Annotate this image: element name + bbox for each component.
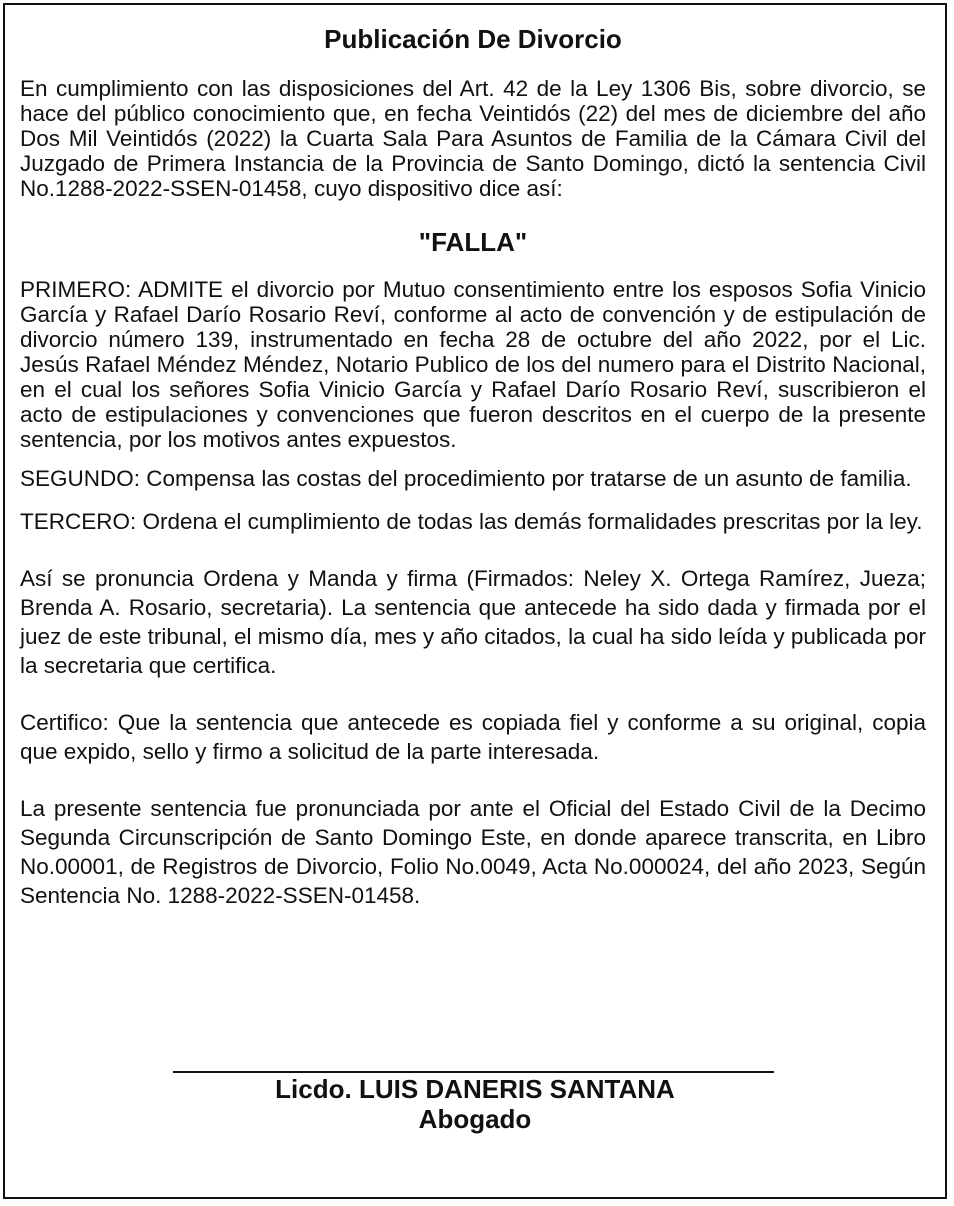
primero-paragraph: PRIMERO: ADMITE el divorcio por Mutuo consentimiento entre los esposos Sofia Vinicio García y Rafael Darío Rosario Reví, conforme al acto de convención y de estipulación de divorcio número 139, instrumentado en fecha 28 de octubre del año 2022, por el Lic. Jesús Rafael Méndez Méndez, Notario Publico de los del numero para el Distrito Nacional, en el cual los señores Sofia Vinicio García y Rafael Darío Rosario Reví, suscribieron el acto de estipulaciones y convenciones que fueron descritos en el cuerpo de la presente sentencia, por los motivos antes expuestos. xyxy=(20,277,926,452)
signature-block xyxy=(0,1074,950,1134)
certifico-paragraph: Certifico: Que la sentencia que antecede es copiada fiel y conforme a su original, copia que expido, sello y firmo a solicitud de la parte interesada. xyxy=(20,710,926,764)
intro-paragraph: En cumplimiento con las disposiciones del Art. 42 de la Ley 1306 Bis, sobre divorcio, se hace del público conocimiento que, en fecha Veintidós (22) del mes de diciembre del año Dos Mil Veintidós (2022) la Cuarta Sala Para Asuntos de Familia de la Cámara Civil del Juzgado de Primera Instancia de la Provincia de Santo Domingo, dictó la sentencia Civil No.1288-2022-SSEN-01458, cuyo dispositivo dice así: xyxy=(20,76,926,201)
pronuncia-paragraph: Así se pronuncia Ordena y Manda y firma (Firmados: Neley X. Ortega Ramírez, Jueza; Brenda A. Rosario, secretaria). La sentencia que antecede ha sido dada y firmada por el juez de este tribunal, el mismo día, mes y año citados, la cual ha sido leída y publicada por la secretaria que certifica. xyxy=(20,566,926,678)
presente-paragraph: La presente sentencia fue pronunciada por ante el Oficial del Estado Civil de la Decimo Segunda Circunscripción de Santo Domingo Este, en donde aparece transcrita, en Libro No.00001, de Registros de Divorcio, Folio No.0049, Acta No.000024, del año 2023, Según Sentencia No. 1288-2022-SSEN-01458. xyxy=(20,796,926,908)
signature-line xyxy=(173,1071,774,1073)
tercero-paragraph: TERCERO: Ordena el cumplimiento de todas las demás formalidades prescritas por la ley. xyxy=(20,509,923,534)
falla-heading: "FALLA" xyxy=(418,227,528,257)
signature-name: Licdo. LUIS DANERIS SANTANA xyxy=(275,1074,675,1104)
segundo-paragraph: SEGUNDO: Compensa las costas del procedimiento por tratarse de un asunto de familia. xyxy=(20,466,912,491)
publication-body xyxy=(20,24,926,910)
signature-role: Abogado xyxy=(418,1104,532,1134)
page-title: Publicación De Divorcio xyxy=(324,24,622,54)
